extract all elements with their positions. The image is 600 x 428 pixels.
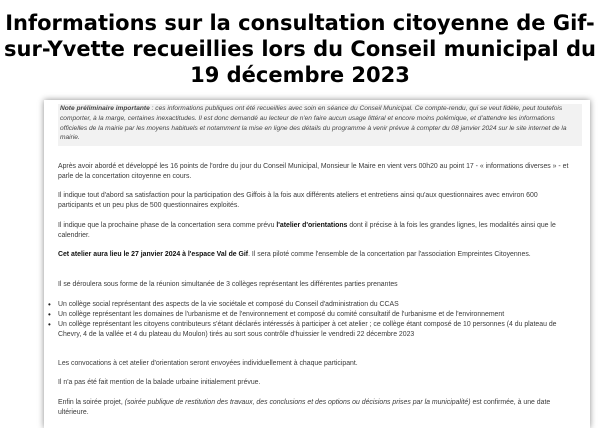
next-phase-text-after: dont il précise à la fois les grandes lignes, les modalités ainsi que le calendrier. — [58, 222, 556, 239]
paragraph-next-phase — [58, 221, 574, 241]
paragraph-convocations: Les convocations à cet atelier d'orientation seront envoyées individuellement à chaque participant. — [58, 360, 358, 367]
next-phase-bold: l'atelier d'orientations — [276, 222, 348, 229]
note-text: : ces informations publiques ont été recueillies avec soin en séance du Conseil Municipal. Ce compte-rendu, qui se veut fidèle, peut toutefois comporter, à la marge, certaines inexactitudes. Il est donc demandé au lecteur de n'en faire aucun usage littéral et encore moins polémique, et d'attendre les informations officielles de la mairie par les moyens habituels et notamment la mise en ligne des détails du programme à venir prévue à compter du 08 janvier 2024 sur le site internet de la mairie. — [60, 105, 567, 142]
list-item: • Un collège social représentant des aspects de la vie sociétale et composé du Conseil d'administration du CCAS — [44, 300, 574, 310]
paragraph-participation: Il indique tout d'abord sa satisfaction pour la participation des Giffois à la fois aux différents ateliers et entretiens ainsi qu'aux questionnaires avec environ 600 participants et un peu plus de 500 questionnaires exploités. — [58, 192, 538, 209]
list-item: • Un collège représentant les citoyens contributeurs s'étant déclarés intéressés à participer à cet atelier ; ce collège étant composé de 10 personnes (4 du plateau de Chevry, 4 de la vallée et 4 du plateau du Moulon) tirés au sort sous contrôle d'huissier le vendredi 22 décembre 2023 — [44, 320, 574, 340]
college-list — [44, 300, 574, 340]
page-title: Informations sur la consultation citoyenne de Gif-sur-Yvette recueillies lors du Conseil municipal du 19 décembre 2023 — [4, 11, 596, 87]
paragraph-balade: Il n'a pas été fait mention de la balade urbaine initialement prévue. — [58, 379, 261, 386]
atelier-date-bold: Cet atelier aura lieu le 27 janvier 2024 à l'espace Val de Gif — [58, 251, 249, 258]
soiree-text-before: Enfin la soirée projet, — [58, 399, 125, 406]
atelier-date-text: . Il sera piloté comme l'ensemble de la concertation par l'association Empreintes Citoyennes. — [248, 251, 531, 258]
paragraph-atelier-date — [58, 250, 574, 260]
next-phase-text-before: Il indique que la prochaine phase de la concertation sera comme prévu — [58, 222, 277, 229]
list-item: • Un collège représentant les domaines de l'urbanisme et de l'environnement et composé du comité consultatif de l'urbanisme et de l'environnement — [44, 310, 574, 320]
preliminary-note — [58, 104, 582, 146]
soiree-text-after: est confirmée, à une date ultérieure. — [58, 399, 551, 416]
paragraph-soiree — [58, 398, 574, 418]
soiree-italic: (soirée publique de restitution des travaux, des conclusions et des options ou décisions prises par la municipalité) — [124, 399, 471, 406]
note-label: Note préliminaire importante — [60, 105, 150, 112]
paragraph-intro: Après avoir abordé et développé les 16 points de l'ordre du jour du Conseil Municipal, Monsieur le Maire en vient vers 00h20 au point 17 - « informations diverses » - et parle de la concertation citoyenne en cours. — [58, 163, 569, 180]
paragraph-colleges: Il se déroulera sous forme de la réunion simultanée de 3 collèges représentant les différentes parties prenantes — [58, 281, 398, 288]
